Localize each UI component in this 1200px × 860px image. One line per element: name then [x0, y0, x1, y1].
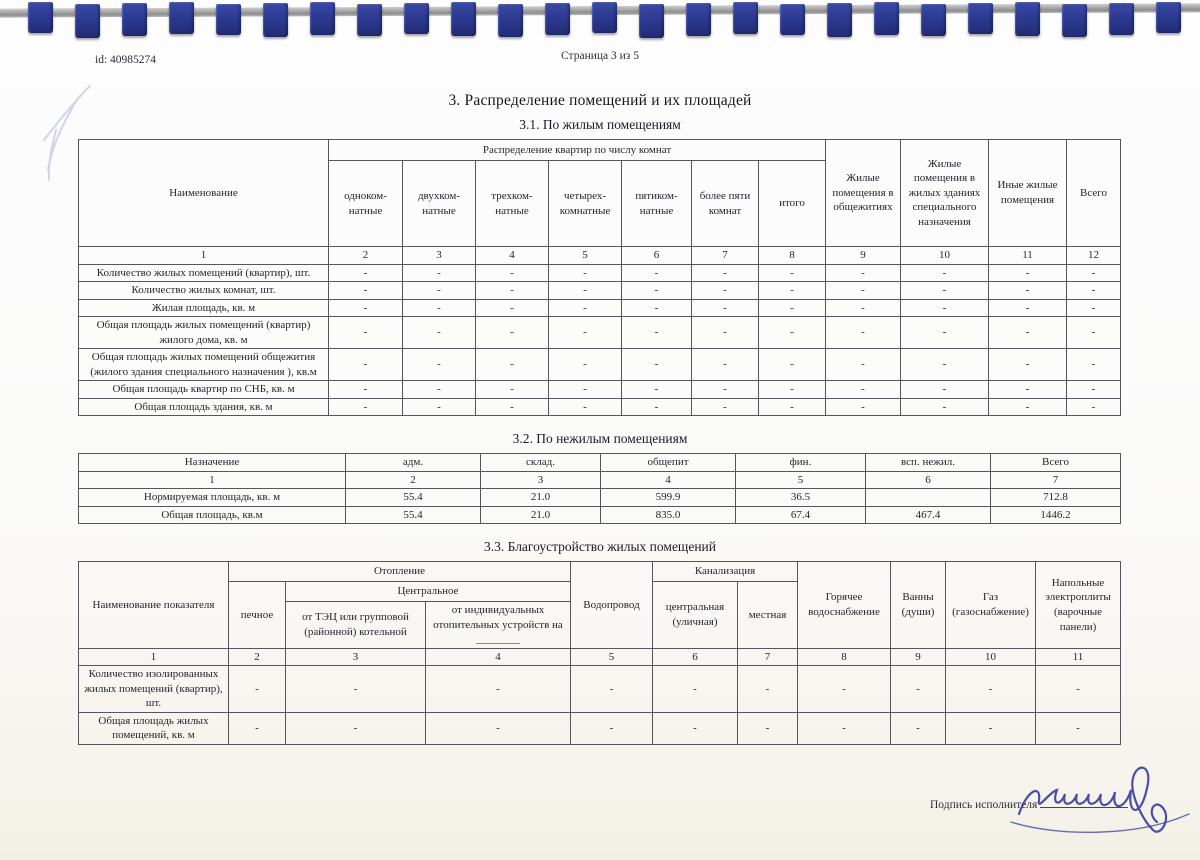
signature-label: Подпись исполнителя [930, 799, 1038, 811]
column-cell: 11 [989, 247, 1067, 265]
data-cell: - [692, 349, 759, 381]
data-cell: - [549, 398, 622, 416]
data-cell: - [692, 381, 759, 399]
data-cell: - [549, 349, 622, 381]
data-cell: - [989, 381, 1067, 399]
row-label: Общая площадь квартир по СНБ, кв. м [79, 381, 329, 399]
column-cell: 4 [601, 471, 736, 489]
data-cell: - [476, 381, 549, 399]
data-cell: 55.4 [346, 489, 481, 507]
data-cell: - [891, 666, 946, 713]
col-header-total: Всего [1067, 140, 1121, 247]
column-cell: 3 [481, 471, 601, 489]
data-cell: - [229, 712, 286, 744]
data-cell: - [989, 282, 1067, 300]
data-cell: - [1067, 398, 1121, 416]
column-cell: 4 [426, 648, 571, 666]
column-cell: 2 [329, 247, 403, 265]
col-header-individual-heating: от индивидуальных отопительных устройств на ________ [426, 602, 571, 649]
data-cell: - [901, 381, 989, 399]
row-label: Количество жилых помещений (квартир), шт. [79, 264, 329, 282]
data-cell: - [692, 264, 759, 282]
data-cell: - [1067, 381, 1121, 399]
data-cell: - [622, 299, 692, 317]
data-cell: - [403, 317, 476, 349]
column-number-row [79, 471, 1121, 489]
col-header-1room: одноком-натные [329, 161, 403, 247]
table-row [79, 299, 1121, 317]
col-header-dorm: Жилые помещения в общежитиях [826, 140, 901, 247]
row-label: Общая площадь, кв.м [79, 506, 346, 524]
column-cell: 8 [759, 247, 826, 265]
data-cell: - [759, 349, 826, 381]
data-cell: - [989, 299, 1067, 317]
data-cell: - [798, 666, 891, 713]
column-cell: 1 [79, 648, 229, 666]
column-cell: 5 [549, 247, 622, 265]
table-row [79, 349, 1121, 381]
row-label: Жилая площадь, кв. м [79, 299, 329, 317]
data-cell: - [901, 264, 989, 282]
data-cell: - [798, 712, 891, 744]
data-cell: - [403, 299, 476, 317]
data-cell: 835.0 [601, 506, 736, 524]
page-indicator: Страница 3 из 5 [561, 50, 639, 62]
data-cell: - [826, 349, 901, 381]
column-cell: адм. [346, 454, 481, 472]
column-cell: 4 [476, 247, 549, 265]
data-cell: 67.4 [736, 506, 866, 524]
data-cell: - [653, 712, 738, 744]
data-cell [866, 489, 991, 507]
data-cell: - [759, 381, 826, 399]
column-cell: 6 [653, 648, 738, 666]
subtitle-3-1: 3.1. По жилым помещениям [519, 117, 681, 132]
data-cell: - [426, 666, 571, 713]
data-cell: - [891, 712, 946, 744]
data-cell: - [229, 666, 286, 713]
data-cell: - [1067, 299, 1121, 317]
data-cell: - [901, 282, 989, 300]
row-label: Общая площадь жилых помещений (квартир) жилого дома, кв. м [79, 317, 329, 349]
data-cell: - [426, 712, 571, 744]
col-header-other: Иные жилые помещения [989, 140, 1067, 247]
column-cell: всп. нежил. [866, 454, 991, 472]
data-cell: - [476, 299, 549, 317]
data-cell: - [1067, 282, 1121, 300]
document-id: id: 40985274 [95, 54, 157, 66]
column-cell: склад. [481, 454, 601, 472]
data-cell: - [329, 381, 403, 399]
data-cell: - [403, 381, 476, 399]
data-cell: - [946, 712, 1036, 744]
data-cell: - [826, 398, 901, 416]
data-cell: - [622, 264, 692, 282]
data-cell: - [759, 398, 826, 416]
col-group-heating: Отопление [229, 562, 571, 582]
col-header-hotwater: Горячее водоснабжение [798, 562, 891, 649]
data-cell: - [989, 264, 1067, 282]
data-cell: - [738, 712, 798, 744]
row-label: Общая площадь жилых помещений, кв. м [79, 712, 229, 744]
table-row [79, 264, 1121, 282]
row-label: Количество жилых комнат, шт. [79, 282, 329, 300]
col-header-5plus: более пяти комнат [692, 161, 759, 247]
data-cell: - [329, 282, 403, 300]
data-cell: 599.9 [601, 489, 736, 507]
column-cell: 10 [901, 247, 989, 265]
row-label: Нормируемая площадь, кв. м [79, 489, 346, 507]
data-cell: - [622, 282, 692, 300]
data-cell: - [1067, 264, 1121, 282]
column-cell: 1 [79, 247, 329, 265]
table-nonresidential [78, 453, 1121, 524]
data-cell: - [403, 264, 476, 282]
data-cell: - [286, 666, 426, 713]
data-cell: - [989, 349, 1067, 381]
column-cell: 7 [991, 471, 1121, 489]
table-row [79, 317, 1121, 349]
data-cell: 467.4 [866, 506, 991, 524]
col-header-electric-stoves: Напольные электроплиты (варочные панели) [1036, 562, 1121, 649]
row-label: Общая площадь здания, кв. м [79, 398, 329, 416]
data-cell: - [549, 282, 622, 300]
data-cell: - [901, 398, 989, 416]
column-cell: Назначение [79, 454, 346, 472]
column-cell: 3 [286, 648, 426, 666]
table-amenities [78, 561, 1121, 745]
col-group-header: Распределение квартир по числу комнат [329, 140, 826, 161]
column-cell: 5 [736, 471, 866, 489]
page-header [0, 50, 1200, 68]
data-cell: - [622, 381, 692, 399]
data-cell: - [1036, 666, 1121, 713]
data-cell: - [759, 317, 826, 349]
column-cell: Всего [991, 454, 1121, 472]
data-cell: - [826, 264, 901, 282]
col-header-2room: двухком-натные [403, 161, 476, 247]
col-header-3room: трехком-натные [476, 161, 549, 247]
data-cell: - [946, 666, 1036, 713]
data-cell: - [286, 712, 426, 744]
col-group-central-heating: Центральное [286, 582, 571, 602]
section-title: 3. Распределение помещений и их площадей [448, 92, 752, 109]
table-row [79, 666, 1121, 713]
data-cell: - [826, 299, 901, 317]
column-cell: 1 [79, 471, 346, 489]
data-cell: - [826, 317, 901, 349]
data-cell: - [476, 349, 549, 381]
data-cell: - [738, 666, 798, 713]
col-header-special: Жилые помещения в жилых зданиях специального назначения [901, 140, 989, 247]
data-cell: - [759, 299, 826, 317]
data-cell: - [759, 264, 826, 282]
data-cell: - [622, 349, 692, 381]
col-header-stove-heating: печное [229, 582, 286, 649]
column-cell: 7 [692, 247, 759, 265]
data-cell: - [329, 398, 403, 416]
col-header-central-sewer: центральная (уличная) [653, 582, 738, 649]
table2-header-row [79, 454, 1121, 472]
data-cell: - [571, 666, 653, 713]
data-cell: - [329, 299, 403, 317]
column-cell: 6 [866, 471, 991, 489]
column-cell: 3 [403, 247, 476, 265]
data-cell: - [1036, 712, 1121, 744]
table-residential [78, 139, 1121, 416]
handwritten-signature [1005, 752, 1195, 847]
row-label: Общая площадь жилых помещений общежития (жилого здания специального назначения ), кв.м [79, 349, 329, 381]
table-row [79, 712, 1121, 744]
column-number-row [79, 247, 1121, 265]
data-cell: 21.0 [481, 489, 601, 507]
data-cell: 21.0 [481, 506, 601, 524]
data-cell: - [571, 712, 653, 744]
column-cell: 8 [798, 648, 891, 666]
data-cell: 36.5 [736, 489, 866, 507]
data-cell: - [403, 282, 476, 300]
col-header-5room: пятиком-натные [622, 161, 692, 247]
data-cell: - [989, 317, 1067, 349]
data-cell: - [329, 349, 403, 381]
col-header-water: Водопровод [571, 562, 653, 649]
data-cell: - [826, 381, 901, 399]
col-header-subtotal: итого [759, 161, 826, 247]
col-header-name: Наименование [79, 140, 329, 247]
column-cell: 10 [946, 648, 1036, 666]
column-cell: 6 [622, 247, 692, 265]
data-cell: 712.8 [991, 489, 1121, 507]
column-cell: общепит [601, 454, 736, 472]
column-cell: 9 [891, 648, 946, 666]
data-cell: - [329, 264, 403, 282]
data-cell: - [901, 317, 989, 349]
col-header-gas: Газ (газоснабжение) [946, 562, 1036, 649]
data-cell: - [759, 282, 826, 300]
data-cell: - [549, 317, 622, 349]
column-cell: 11 [1036, 648, 1121, 666]
row-label: Количество изолированных жилых помещений (квартир), шт. [79, 666, 229, 713]
data-cell: - [549, 264, 622, 282]
table-row [79, 282, 1121, 300]
column-cell: 2 [229, 648, 286, 666]
col-header-local-sewer: местная [738, 582, 798, 649]
col-header-4room: четырех-комнатные [549, 161, 622, 247]
column-cell: 2 [346, 471, 481, 489]
subtitle-3-3: 3.3. Благоустройство жилых помещений [484, 539, 716, 555]
data-cell: - [692, 317, 759, 349]
data-cell: - [403, 349, 476, 381]
table-row [79, 381, 1121, 399]
data-cell: 55.4 [346, 506, 481, 524]
data-cell: - [622, 317, 692, 349]
data-cell: - [826, 282, 901, 300]
data-cell: - [476, 282, 549, 300]
data-cell: - [403, 398, 476, 416]
col-group-sewer: Канализация [653, 562, 798, 582]
table-row [79, 398, 1121, 416]
column-cell: 5 [571, 648, 653, 666]
data-cell: - [1067, 349, 1121, 381]
column-cell: 7 [738, 648, 798, 666]
col-header-baths: Ванны (души) [891, 562, 946, 649]
data-cell: - [476, 264, 549, 282]
data-cell: - [692, 398, 759, 416]
data-cell: - [901, 349, 989, 381]
col-header-chp-boiler: от ТЭЦ или групповой (районной) котельной [286, 602, 426, 649]
col-header-indicator: Наименование показателя [79, 562, 229, 649]
subtitle-3-2: 3.2. По нежилым помещениям [512, 431, 688, 447]
data-cell: - [901, 299, 989, 317]
table-row [79, 506, 1121, 524]
table-row [79, 489, 1121, 507]
data-cell: - [692, 282, 759, 300]
data-cell: - [653, 666, 738, 713]
data-cell: 1446.2 [991, 506, 1121, 524]
column-cell: 9 [826, 247, 901, 265]
data-cell: - [549, 381, 622, 399]
data-cell: - [692, 299, 759, 317]
data-cell: - [476, 398, 549, 416]
data-cell: - [1067, 317, 1121, 349]
column-cell: фин. [736, 454, 866, 472]
data-cell: - [549, 299, 622, 317]
column-cell: 12 [1067, 247, 1121, 265]
data-cell: - [622, 398, 692, 416]
column-number-row [79, 648, 1121, 666]
data-cell: - [476, 317, 549, 349]
data-cell: - [329, 317, 403, 349]
data-cell: - [989, 398, 1067, 416]
